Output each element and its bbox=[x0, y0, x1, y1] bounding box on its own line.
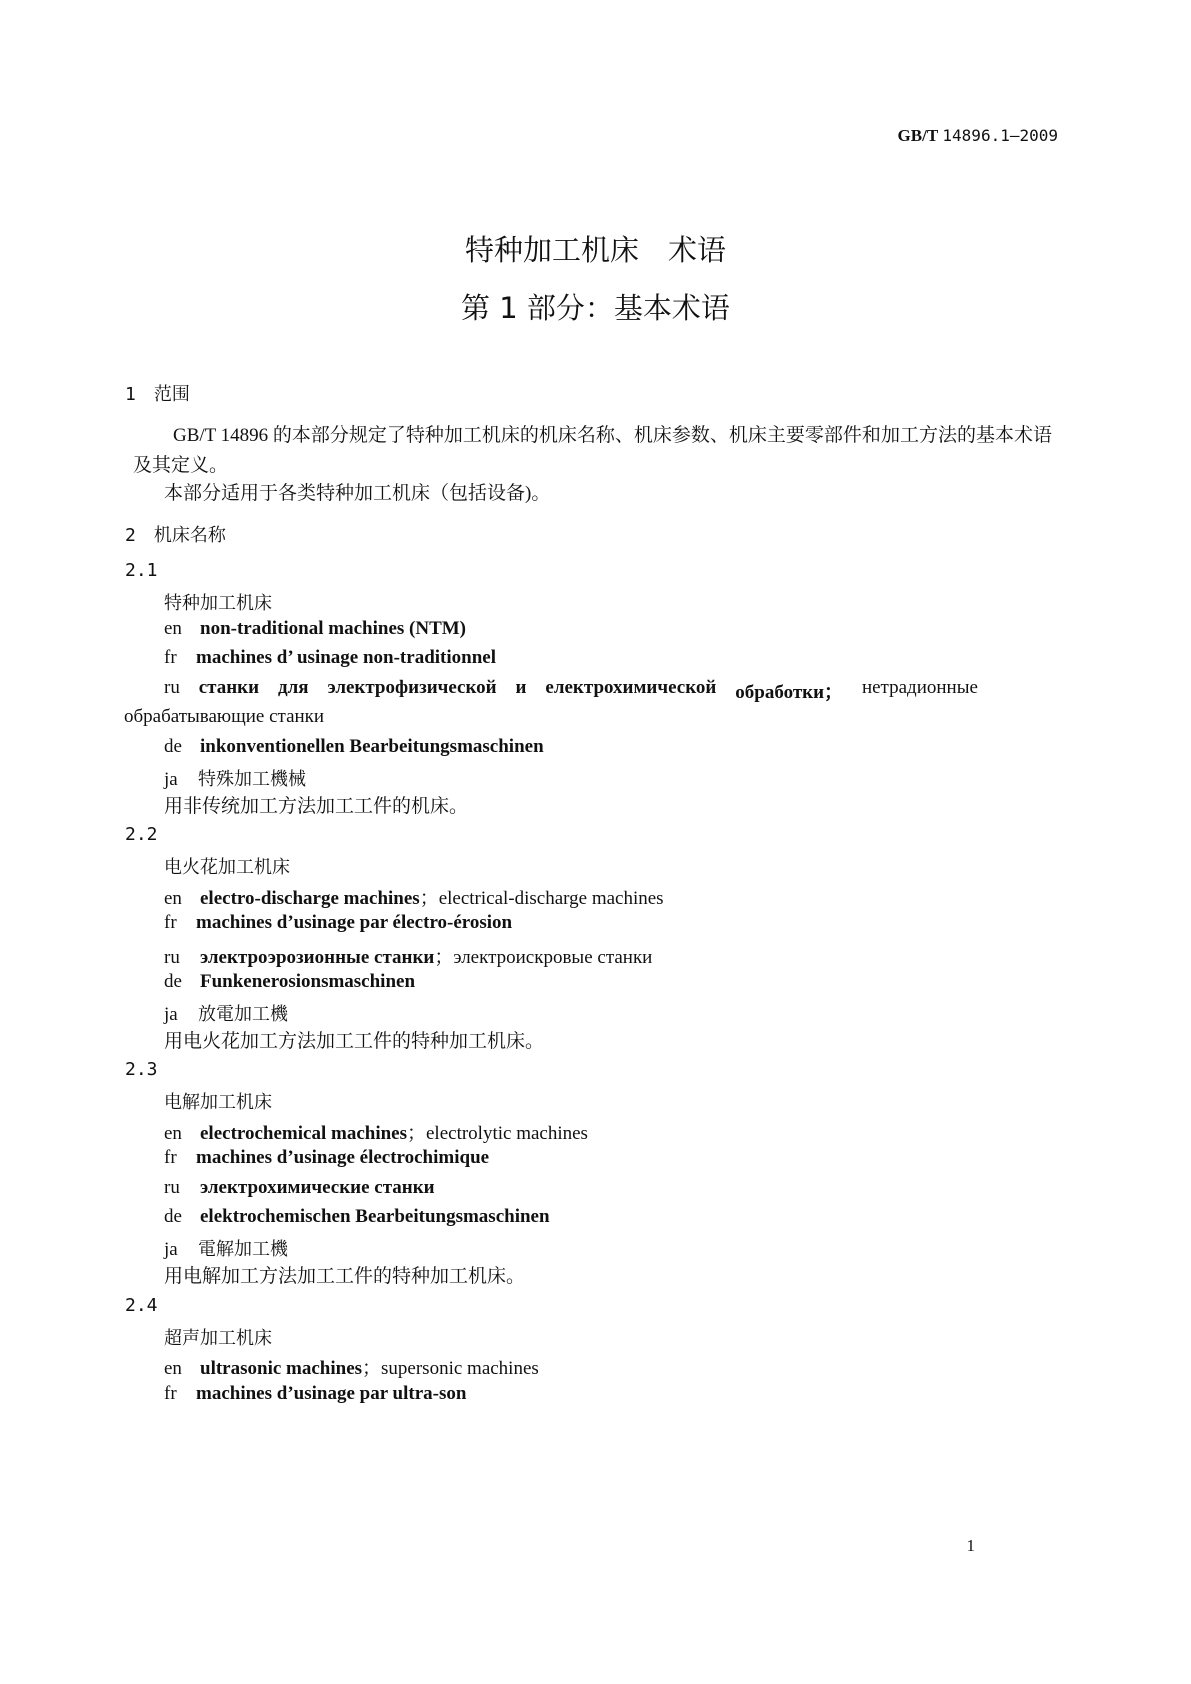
entry-en-line: en ultrasonic machines；supersonic machines bbox=[164, 1358, 539, 1379]
entry-fr-line: fr machines d’ usinage non-traditionnel bbox=[164, 647, 496, 668]
standard-number bbox=[898, 126, 1058, 146]
document-subtitle: 第 1 部分：基本术语 bbox=[461, 291, 730, 325]
page-number: 1 bbox=[966, 1536, 975, 1555]
entry-ru-line: ru станки для электрофизической и електрохимической обработки； нетрадионные bbox=[164, 677, 978, 703]
section-1-heading: 1 范围 bbox=[125, 384, 190, 405]
scope-paragraph-2: 本部分适用于各类特种加工机床（包括设备)。 bbox=[164, 483, 551, 504]
entry-definition: 用非传统加工方法加工工件的机床。 bbox=[164, 796, 469, 817]
document-title: 特种加工机床 术语 bbox=[464, 233, 726, 267]
standard-number-value: 14896.1—2009 bbox=[942, 126, 1058, 145]
entry-de-line: de elektrochemischen Bearbeitungsmaschinen bbox=[164, 1206, 550, 1227]
section-2-heading: 2 机床名称 bbox=[125, 525, 226, 546]
scope-paragraph-1: GB/T 14896 的本部分规定了特种加工机床的机床名称、机床参数、机床主要零部件和加工方法的基本术语及其定义。 bbox=[133, 425, 1052, 476]
entry-en-line: en electro-discharge machines；electrical-discharge machines bbox=[164, 888, 664, 909]
entry-term-cn: 超声加工机床 bbox=[164, 1328, 272, 1349]
entry-ja-line: ja 特殊加工機械 bbox=[164, 769, 306, 790]
entry-ru-continuation: обрабатывающие станки bbox=[124, 706, 325, 727]
entry-ja-line: ja 放電加工機 bbox=[164, 1004, 288, 1025]
entry-number: 2.2 bbox=[125, 824, 158, 845]
entry-ru-line: ru электрохимические станки bbox=[164, 1177, 435, 1198]
entry-number: 2.1 bbox=[125, 560, 158, 581]
entry-definition: 用电解加工方法加工工件的特种加工机床。 bbox=[164, 1266, 526, 1287]
standard-code: GB/T bbox=[897, 126, 939, 145]
entry-term-cn: 电火花加工机床 bbox=[164, 857, 290, 878]
entry-term-cn: 电解加工机床 bbox=[164, 1092, 272, 1113]
entry-term-cn: 特种加工机床 bbox=[164, 593, 272, 614]
entry-en-line: en non-traditional machines (NTM) bbox=[164, 618, 466, 639]
entry-number: 2.4 bbox=[125, 1295, 158, 1316]
entry-number: 2.3 bbox=[125, 1059, 158, 1080]
entry-fr-line: fr machines d’usinage par ultra-son bbox=[164, 1383, 467, 1404]
entry-fr-line: fr machines d’usinage par électro-érosion bbox=[164, 912, 513, 933]
entry-ru-line: ru электроэрозионные станки；электроискровые станки bbox=[164, 947, 653, 968]
entry-en-line: en electrochemical machines；electrolytic machines bbox=[164, 1123, 588, 1144]
entry-ja-line: ja 電解加工機 bbox=[164, 1239, 288, 1260]
entry-de-line: de Funkenerosionsmaschinen bbox=[164, 971, 416, 992]
entry-definition: 用电火花加工方法加工工件的特种加工机床。 bbox=[164, 1031, 545, 1052]
entry-de-line: de inkonventionellen Bearbeitungsmaschinen bbox=[164, 736, 544, 757]
entry-fr-line: fr machines d’usinage électrochimique bbox=[164, 1147, 490, 1168]
